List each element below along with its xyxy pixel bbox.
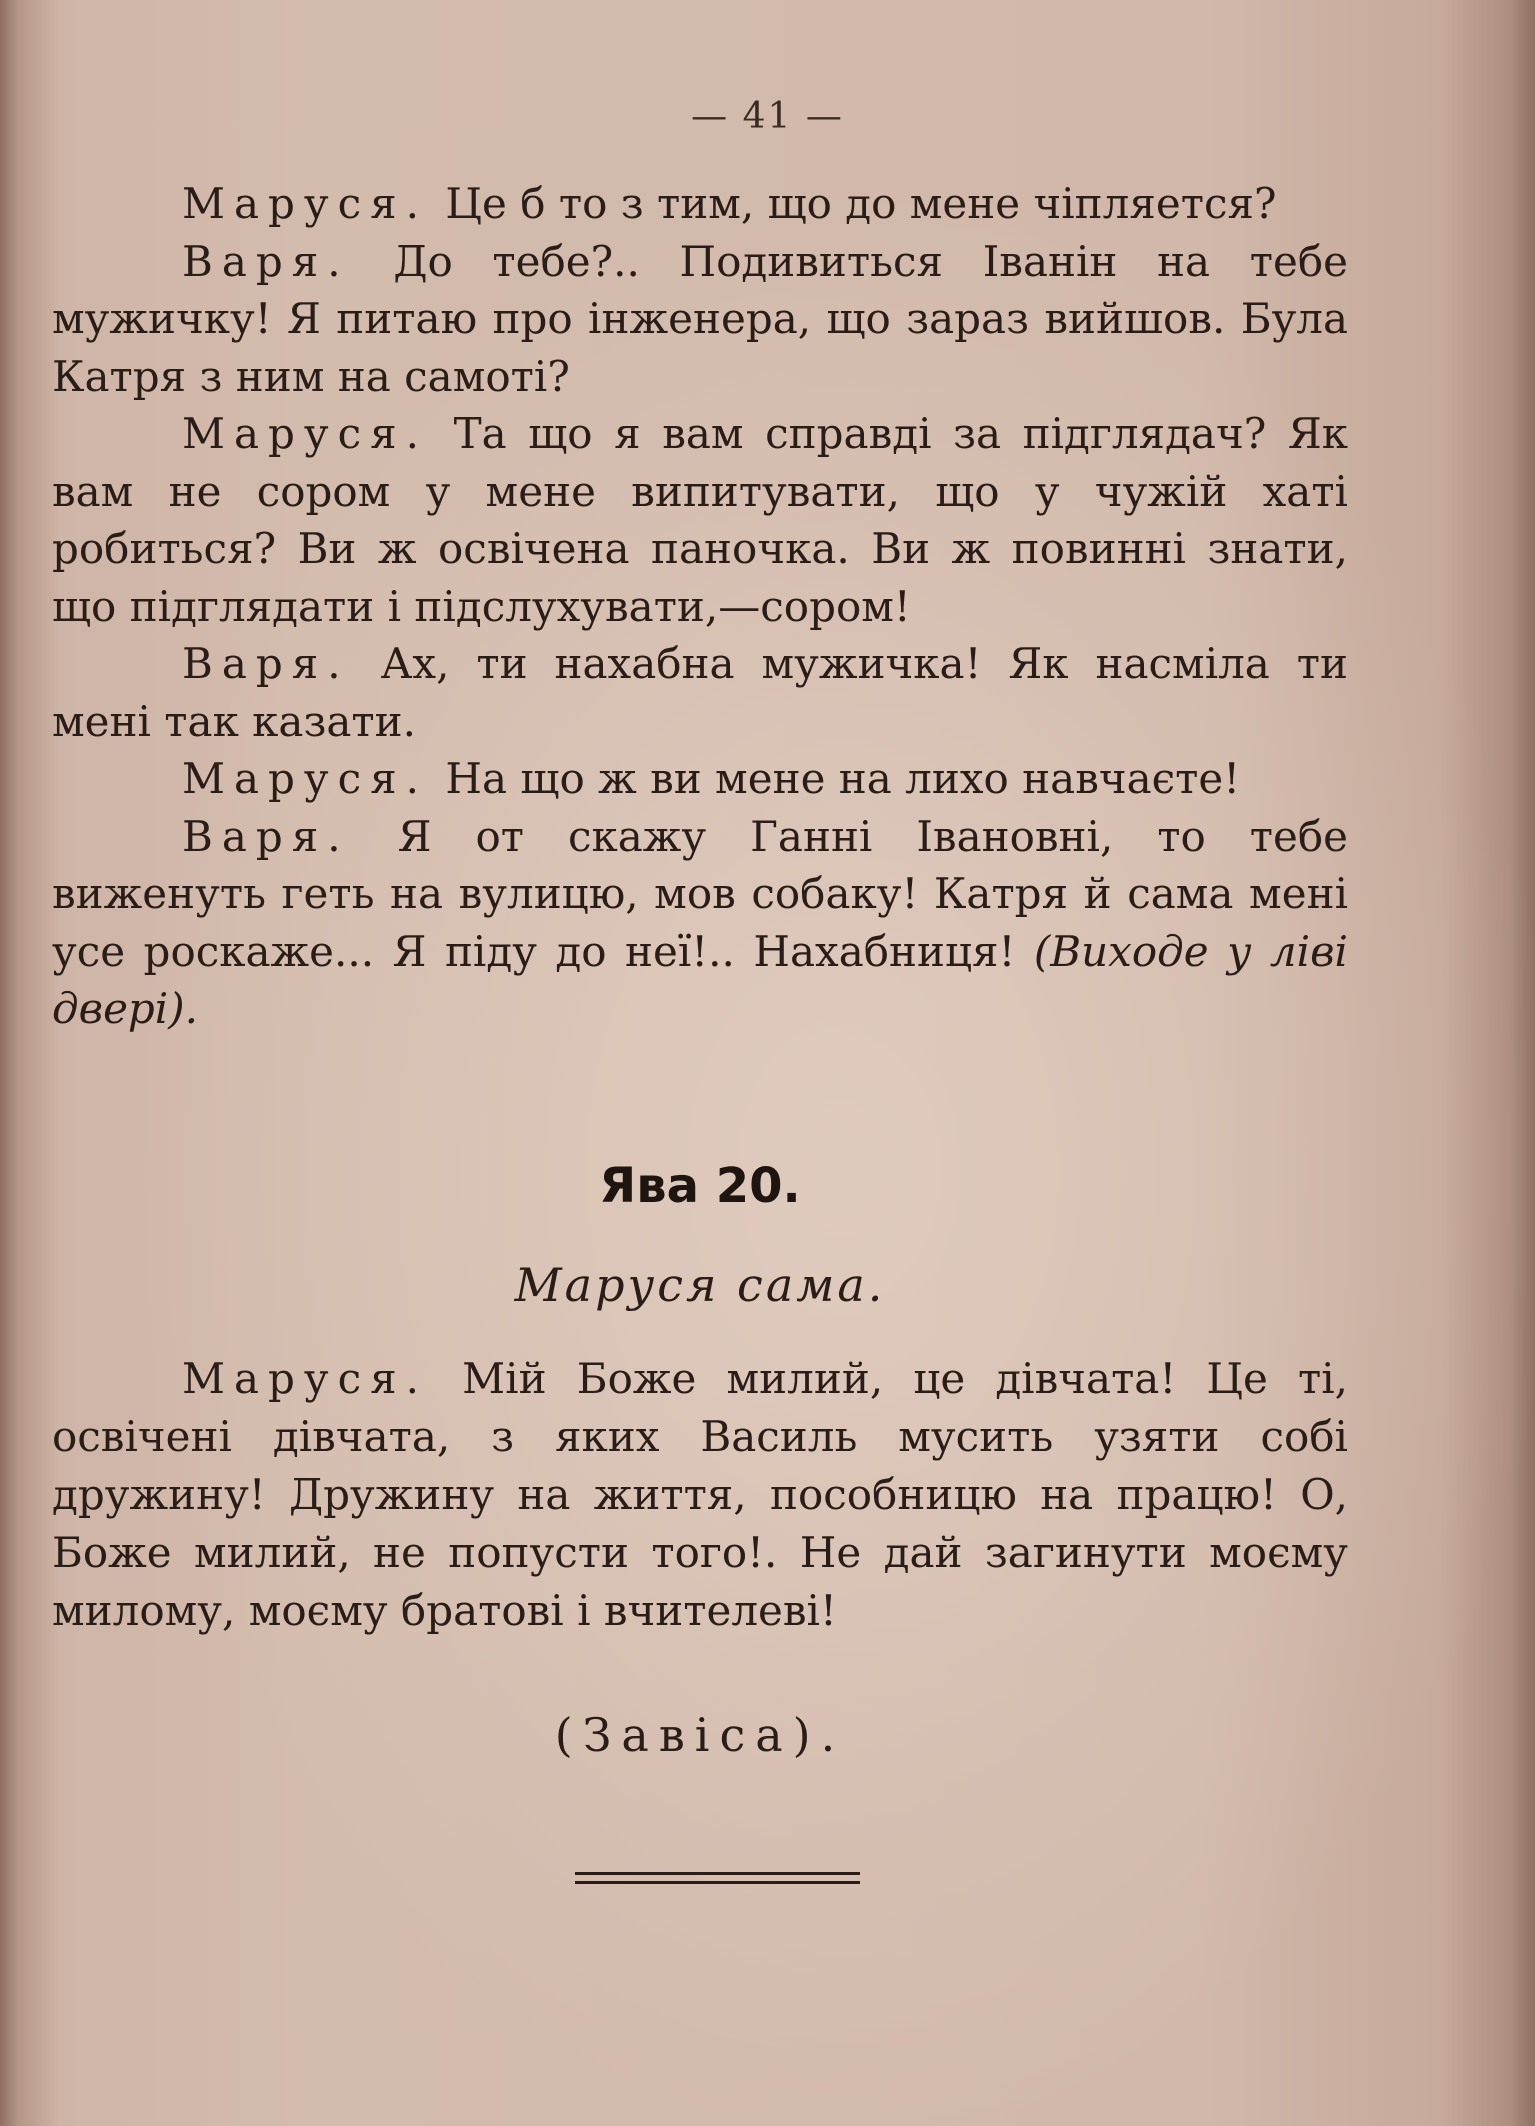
dialogue-block <box>52 175 1348 1038</box>
dialogue-text: Це б то з тим, що до мене чіпляется? <box>445 179 1277 228</box>
curtain-direction: (Завіса). <box>554 1708 846 1762</box>
end-rule-divider <box>575 1872 860 1884</box>
dialogue-line <box>52 405 1348 635</box>
scene-heading: Ява 20. <box>599 1158 801 1214</box>
speaker-name: Варя. <box>182 639 350 688</box>
speaker-name: Маруся. <box>182 409 429 458</box>
dialogue-text: На що ж ви мене на лихо навчаєте! <box>445 754 1241 803</box>
speaker-name: Маруся. <box>182 1354 429 1403</box>
dialogue-text: Мій Боже милий, це дівчата! Це ті, освічені дівчата, з яких Василь мусить узяти собі дружину! Дружину на життя, пособницю на працю! О, Боже милий, не попусти того!. Не дай загинути моєму милому, моєму братові і вчителеві! <box>52 1354 1348 1635</box>
speaker-name: Варя. <box>182 811 350 861</box>
stage-direction: (Виходе у ліві двері). <box>52 926 1348 1033</box>
monologue-block <box>52 1350 1348 1640</box>
scene-subtitle: Маруся сама. <box>514 1258 886 1312</box>
dialogue-text: Ах, ти нахабна мужичка! Як насміла ти мені так казати. <box>52 639 1348 746</box>
dialogue-line <box>52 635 1348 750</box>
dialogue-line <box>52 175 1348 233</box>
speaker-name: Варя. <box>182 236 350 286</box>
dialogue-line <box>52 233 1348 406</box>
speaker-name: Маруся. <box>182 179 429 228</box>
speaker-name: Маруся. <box>182 754 429 803</box>
dialogue-line <box>52 1350 1348 1640</box>
page-number: — 41 — <box>691 96 844 137</box>
dialogue-text: До тебе?.. Подивиться Іванін на тебе мужичку! Я питаю про інженера, що зараз вийшов. Була Катря з ним на самоті? <box>52 236 1348 401</box>
dialogue-line <box>52 808 1348 1038</box>
dialogue-text: Та що я вам справді за підглядач? Як вам не сором у мене випитувати, що у чужій хаті робиться? Ви ж освічена паночка. Ви ж повинні знати, що підглядати і підслухувати,—сором! <box>52 409 1348 631</box>
dialogue-text: Я от скажу Ганні Івановні, то тебе виженуть геть на вулицю, мов собаку! Катря й сама мені усе роскаже... Я піду до неї!.. Нахабниця! <box>52 811 1348 976</box>
dialogue-line <box>52 750 1348 808</box>
